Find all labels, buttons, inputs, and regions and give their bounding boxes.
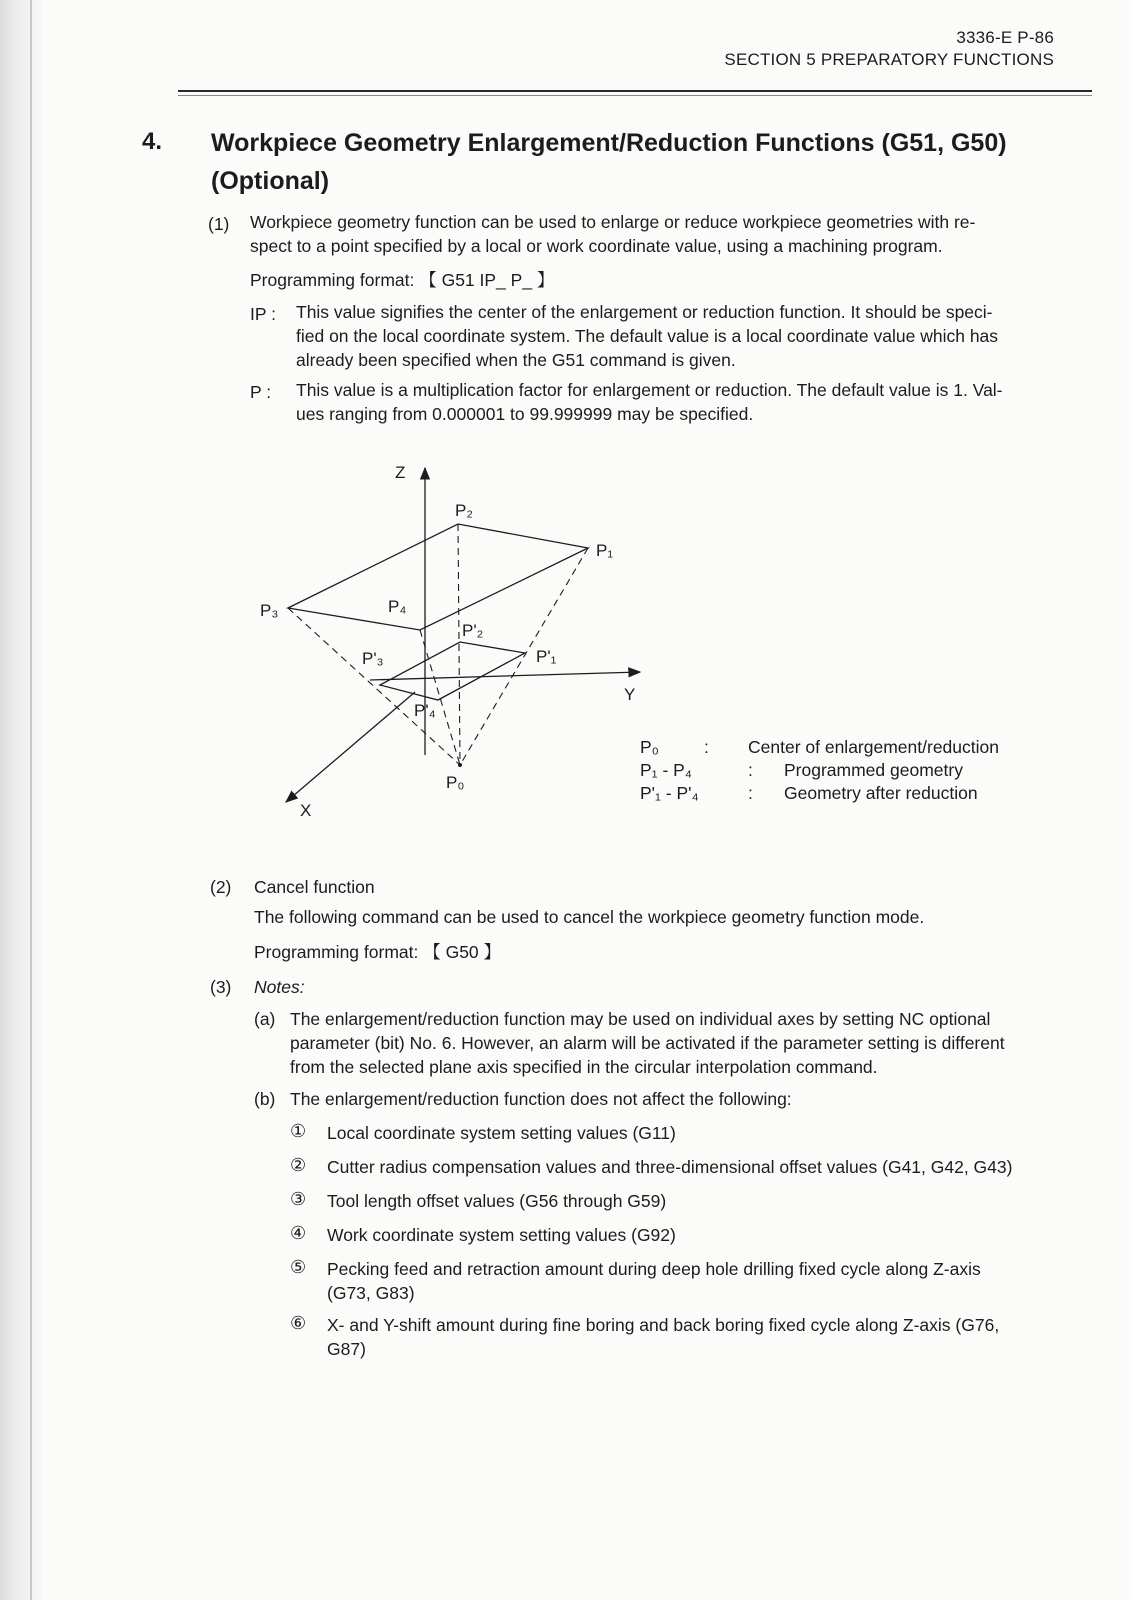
legend [640,736,999,805]
y-axis-label: Y [624,685,636,704]
list-item [327,1313,1087,1361]
ip-label: IP : [250,304,276,324]
legend-desc: Center of enlargement/reduction [748,737,999,757]
heading-line-1: Workpiece Geometry Enlargement/Reduction Functions (G51, G50) [211,129,1007,157]
item1-programming-format: Programming format: 【 G51 IP_ P_ 】 [250,270,555,290]
ip-line-3: already been specified when the G51 command is given. [296,350,736,370]
label-p0: P₀ [446,773,465,792]
ip-description [296,300,1086,372]
x-axis-label: X [300,801,312,820]
list-item-text: Work coordinate system setting values (G92) [327,1225,676,1245]
page-binding-edge [0,0,42,1600]
label-pp3: P'₃ [362,649,384,668]
list-item-marker: ⑤ [290,1257,307,1277]
list-item-marker: ③ [290,1189,307,1209]
projection-line-p2 [458,524,460,765]
legend-sep: : [748,783,753,803]
enlargement-reduction-diagram [250,460,670,840]
note-b-marker: (b) [254,1089,276,1109]
label-p1: P₁ [596,541,614,560]
item1-marker: (1) [208,214,230,234]
header-section: SECTION 5 PREPARATORY FUNCTIONS [724,50,1054,69]
reduced-geometry [380,642,525,700]
p-line-1: This value is a multiplication factor for enlargement or reduction. The default value is 1. Val- [296,380,1003,400]
item1-body [250,210,1080,258]
item1-line-1: Workpiece geometry function can be used to enlarge or reduce workpiece geometries with re- [250,212,976,232]
label-p3: P₃ [260,601,279,620]
label-p4: P₄ [388,597,407,616]
legend-key: P'₁ - P'₄ [640,783,699,803]
legend-row [640,759,999,782]
legend-row [640,782,999,805]
note-a-marker: (a) [254,1009,276,1029]
list-item-text: Tool length offset values (G56 through G59) [327,1191,667,1211]
header-rule [178,90,1092,92]
header-page-ref: 3336-E P-86 [956,28,1054,47]
p-label: P : [250,382,272,402]
z-axis-label: Z [395,463,406,482]
note-a-body [290,1007,1090,1079]
note-a-line-1: The enlargement/reduction function may be used on individual axes by setting NC optional [290,1009,991,1029]
list-item [327,1155,1107,1179]
projection-line-p3 [288,608,460,765]
list-item-text: X- and Y-shift amount during fine boring and back boring fixed cycle along Z-axis (G76, [327,1315,1000,1335]
label-pp1: P'₁ [536,647,557,666]
legend-sep: : [748,760,753,780]
item3-title: Notes: [254,977,305,997]
item2-text: The following command can be used to cancel the workpiece geometry function mode. [254,907,925,927]
list-item-marker: ① [290,1121,307,1141]
label-p2: P₂ [455,501,473,520]
note-a-line-3: from the selected plane axis specified in the circular interpolation command. [290,1057,878,1077]
item2-programming-format: Programming format: 【 G50 】 [254,942,502,962]
ip-line-2: fied on the local coordinate system. The default value is a local coordinate value which has [296,326,999,346]
heading-title [211,124,1101,200]
label-pp4: P'₄ [414,701,436,720]
list-item-marker: ④ [290,1223,307,1243]
note-b-text: The enlargement/reduction function does not affect the following: [290,1089,792,1109]
item1-line-2: spect to a point specified by a local or work coordinate value, using a machining program. [250,236,943,256]
item3-marker: (3) [210,977,232,997]
list-item-text: Cutter radius compensation values and three-dimensional offset values (G41, G42, G43) [327,1157,1013,1177]
list-item [327,1223,1087,1247]
heading-line-2: (Optional) [211,167,330,195]
header-rule-thin [178,95,1092,96]
note-a-line-2: parameter (bit) No. 6. However, an alarm will be activated if the parameter setting is different [290,1033,1005,1053]
p-description [296,378,1086,426]
list-item-text: (G73, G83) [327,1283,415,1303]
legend-desc: Geometry after reduction [784,783,978,803]
label-pp2: P'₂ [462,621,484,640]
heading-number: 4. [142,128,163,155]
center-point-p0 [458,763,462,767]
y-axis-line [370,672,640,680]
legend-key: P₁ - P₄ [640,760,692,780]
list-item-marker: ② [290,1155,307,1175]
ip-line-1: This value signifies the center of the enlargement or reduction function. It should be speci- [296,302,993,322]
list-item [327,1121,1087,1145]
legend-row [640,736,999,759]
list-item [327,1257,1087,1305]
p-line-2: ues ranging from 0.000001 to 99.999999 may be specified. [296,404,754,424]
list-item-marker: ⑥ [290,1313,307,1333]
list-item-text: Local coordinate system setting values (G11) [327,1123,676,1143]
programmed-geometry [288,524,588,630]
x-axis-line [286,692,415,802]
legend-desc: Programmed geometry [784,760,963,780]
list-item [327,1189,1087,1213]
projection-line-p1 [460,548,588,765]
item2-marker: (2) [210,877,232,897]
list-item-text: Pecking feed and retraction amount during deep hole drilling fixed cycle along Z-axis [327,1259,981,1279]
item2-title: Cancel function [254,877,375,897]
list-item-text: G87) [327,1339,366,1359]
legend-key: P₀ [640,737,659,757]
legend-sep: : [704,737,709,757]
